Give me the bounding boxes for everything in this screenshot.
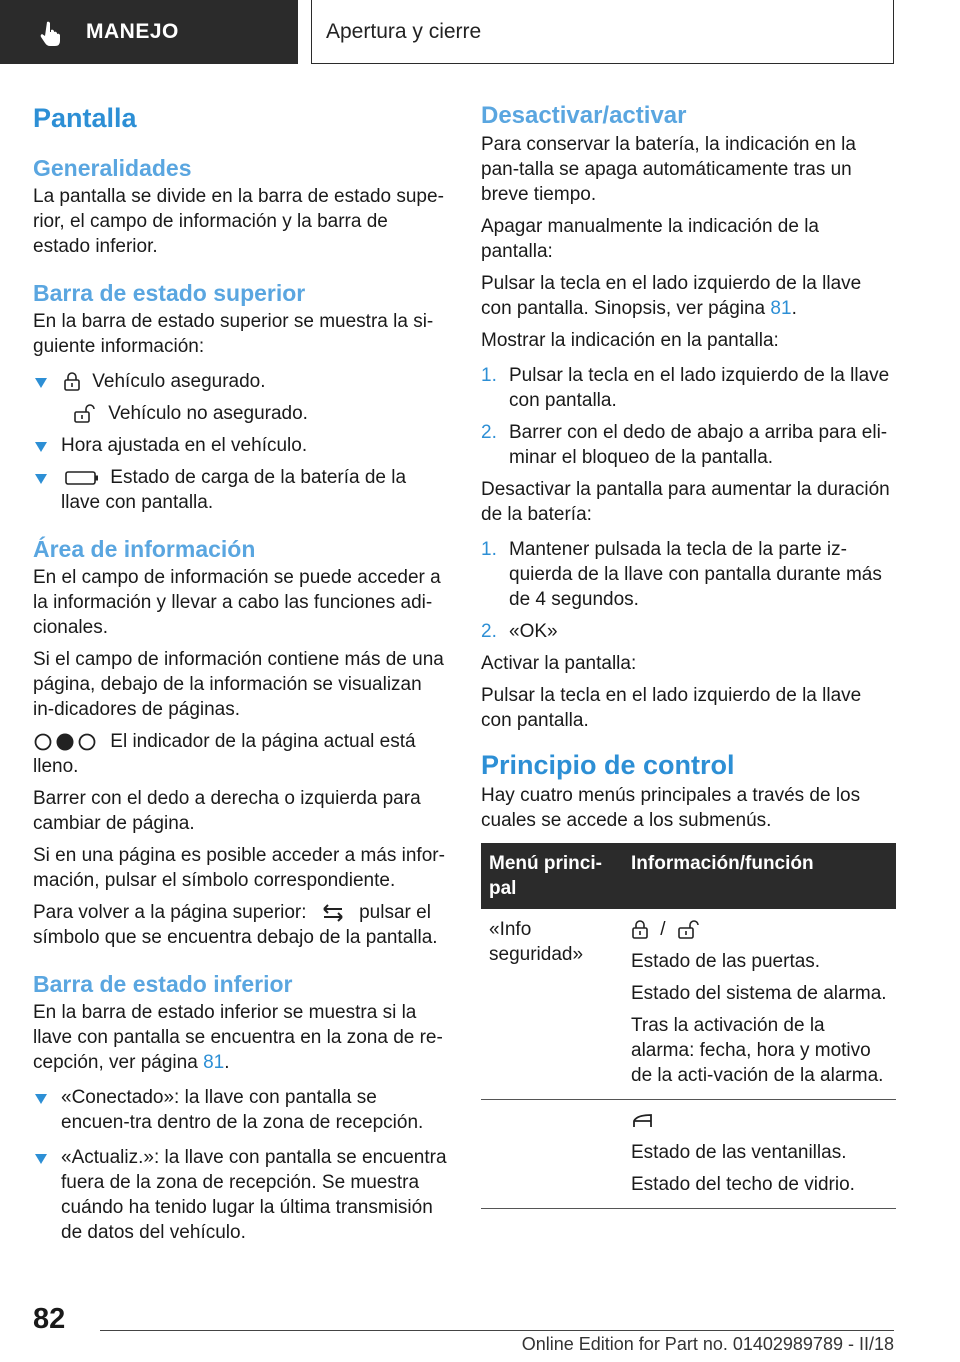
lock-closed-icon [63, 372, 81, 392]
step-item [481, 537, 896, 612]
table-cell [481, 1100, 623, 1209]
paragraph [33, 900, 448, 950]
edition-text: Online Edition for Part no. 01402989789 - II/18 [521, 1334, 894, 1354]
lock-open-icon [677, 920, 701, 940]
paragraph: Si el campo de información contiene más de una página, debajo de la información se visualizan in-dicadores de páginas. [33, 649, 444, 720]
paragraph: Si en una página es posible acceder a más infor-mación, pulsar el símbolo correspondiente. [33, 845, 445, 891]
paragraph: En la barra de estado inferior se muestra si la llave con pantalla se encuentra en la zona de re-cepción, ver página 81. [33, 1002, 443, 1073]
step-item [481, 420, 896, 470]
section-label: Apertura y cierre [326, 20, 482, 43]
paragraph: En la barra de estado superior se muestra la si-guiente información: [33, 311, 434, 357]
battery-icon [65, 470, 99, 486]
paragraph: Desactivar la pantalla para aumentar la duración de la batería: [481, 479, 890, 525]
table-row [481, 1100, 896, 1209]
list-item [33, 433, 448, 458]
paragraph: Para conservar la batería, la indicación en la pan-talla se apaga automáticamente tras un breve tiempo. [481, 134, 856, 205]
paragraph-text: pulsar el símbolo que se encuentra debajo de la pantalla. [33, 902, 438, 948]
window-icon [631, 1111, 655, 1131]
table-cell [623, 909, 896, 1100]
cell-line: Estado del techo de vidrio. [631, 1174, 855, 1195]
step-number: 1. [481, 539, 497, 560]
left-column [33, 100, 448, 1252]
lock-open-icon [73, 404, 97, 424]
paragraph: Apagar manualmente la indicación de la pantalla: [481, 216, 819, 262]
paragraph [33, 729, 448, 779]
table-cell [623, 1100, 896, 1209]
heading-generalidades: Generalidades [33, 155, 192, 181]
table-cell: «Info seguridad» [481, 909, 623, 1100]
bullet-triangle-icon [35, 378, 47, 388]
list-item-text: «Actualiz.»: la llave con pantalla se encuentra fuera de la zona de recepción. Se muestra cuándo ha tenido lugar la última transmisión de datos del vehículo. [61, 1147, 447, 1243]
icon-line [631, 917, 888, 942]
bullet-triangle-icon [35, 442, 47, 452]
page-footer [0, 1290, 960, 1362]
page-link[interactable]: 81 [203, 1052, 225, 1073]
step-number: 1. [481, 365, 497, 386]
table-header-row [481, 843, 896, 909]
menu-table [481, 843, 896, 1209]
list-item-text: Vehículo no asegurado. [108, 403, 308, 424]
bullet-triangle-icon [35, 474, 47, 484]
cell-line: Estado de las puertas. [631, 951, 821, 972]
step-text: Pulsar la tecla en el lado izquierdo de la llave con pantalla. [509, 365, 890, 411]
step-item [481, 363, 896, 413]
paragraph: Pulsar la tecla en el lado izquierdo de la llave con pantalla. [481, 685, 862, 731]
step-item [481, 619, 896, 644]
step-text: Barrer con el dedo de abajo a arriba para eli-minar el bloqueo de la pantalla. [509, 422, 888, 468]
paragraph: En el campo de información se puede acceder a la información y llevar a cabo las funciones adi-cionales. [33, 567, 441, 638]
table-row [481, 909, 896, 1100]
cell-line: Estado de las ventanillas. [631, 1142, 847, 1163]
page-header [0, 0, 960, 66]
list-item [33, 369, 448, 394]
chapter-label: MANEJO [86, 20, 179, 43]
heading-principio-control: Principio de control [481, 750, 735, 780]
right-column [481, 100, 896, 1209]
bullet-triangle-icon [35, 1154, 47, 1164]
heading-area-informacion: Área de información [33, 536, 256, 562]
list-item [33, 465, 448, 515]
chapter-tab [0, 0, 298, 64]
paragraph-text: Para volver a la página superior: [33, 902, 307, 923]
paragraph: Barrer con el dedo a derecha o izquierda para cambiar de página. [33, 788, 421, 834]
list-item-text: Vehículo asegurado. [92, 371, 266, 392]
lock-closed-icon [631, 920, 649, 940]
table-header-cell: Información/función [623, 843, 896, 909]
step-number: 2. [481, 422, 497, 443]
page-indicator-icon [33, 732, 99, 752]
list-item [33, 1145, 448, 1245]
paragraph-text: En la barra de estado inferior se muestra si la llave con pantalla se encuentra en la zona de re-cepción, ver página [33, 1002, 443, 1073]
paragraph: Pulsar la tecla en el lado izquierdo de la llave con pantalla. Sinopsis, ver página 81. [481, 273, 862, 319]
table-header-cell: Menú princi-pal [481, 843, 623, 909]
back-arrows-icon [318, 903, 348, 923]
list-item-text: «Conectado»: la llave con pantalla se encuen-tra dentro de la zona de recepción. [61, 1087, 424, 1133]
icon-line [631, 1108, 888, 1133]
heading-desactivar: Desactivar/activar [481, 102, 687, 129]
step-text: Mantener pulsada la tecla de la parte iz-quierda de la llave con pantalla durante más de 4 segundos. [509, 539, 882, 610]
list-item [33, 401, 448, 426]
paragraph: Mostrar la indicación en la pantalla: [481, 330, 779, 351]
section-tab [311, 0, 894, 64]
hand-pointer-icon [38, 19, 66, 47]
step-number: 2. [481, 621, 497, 642]
list-item-text: Estado de carga de la batería de la llave con pantalla. [61, 467, 407, 513]
page-number: 82 [33, 1303, 66, 1335]
list-item-text: Hora ajustada en el vehículo. [61, 435, 308, 456]
footer-divider [100, 1330, 894, 1331]
separator: / [660, 919, 666, 940]
heading-barra-inferior: Barra de estado inferior [33, 971, 293, 997]
paragraph-text: El indicador de la página actual está lleno. [33, 731, 416, 777]
step-text: «OK» [509, 621, 558, 642]
page-title: Pantalla [33, 103, 137, 133]
paragraph-text: Pulsar la tecla en el lado izquierdo de la llave con pantalla. Sinopsis, ver página [481, 273, 862, 319]
paragraph: Hay cuatro menús principales a través de los cuales se accede a los submenús. [481, 785, 861, 831]
paragraph: Activar la pantalla: [481, 653, 637, 674]
cell-line: Estado del sistema de alarma. [631, 983, 887, 1004]
cell-line: Tras la activación de la alarma: fecha, hora y motivo de la acti-vación de la alarma. [631, 1015, 884, 1086]
list-item [33, 1085, 448, 1135]
paragraph: La pantalla se divide en la barra de estado supe-rior, el campo de información y la barra de estado inferior. [33, 186, 444, 257]
bullet-triangle-icon [35, 1094, 47, 1104]
page-link[interactable]: 81 [770, 298, 792, 319]
heading-barra-superior: Barra de estado superior [33, 280, 306, 306]
